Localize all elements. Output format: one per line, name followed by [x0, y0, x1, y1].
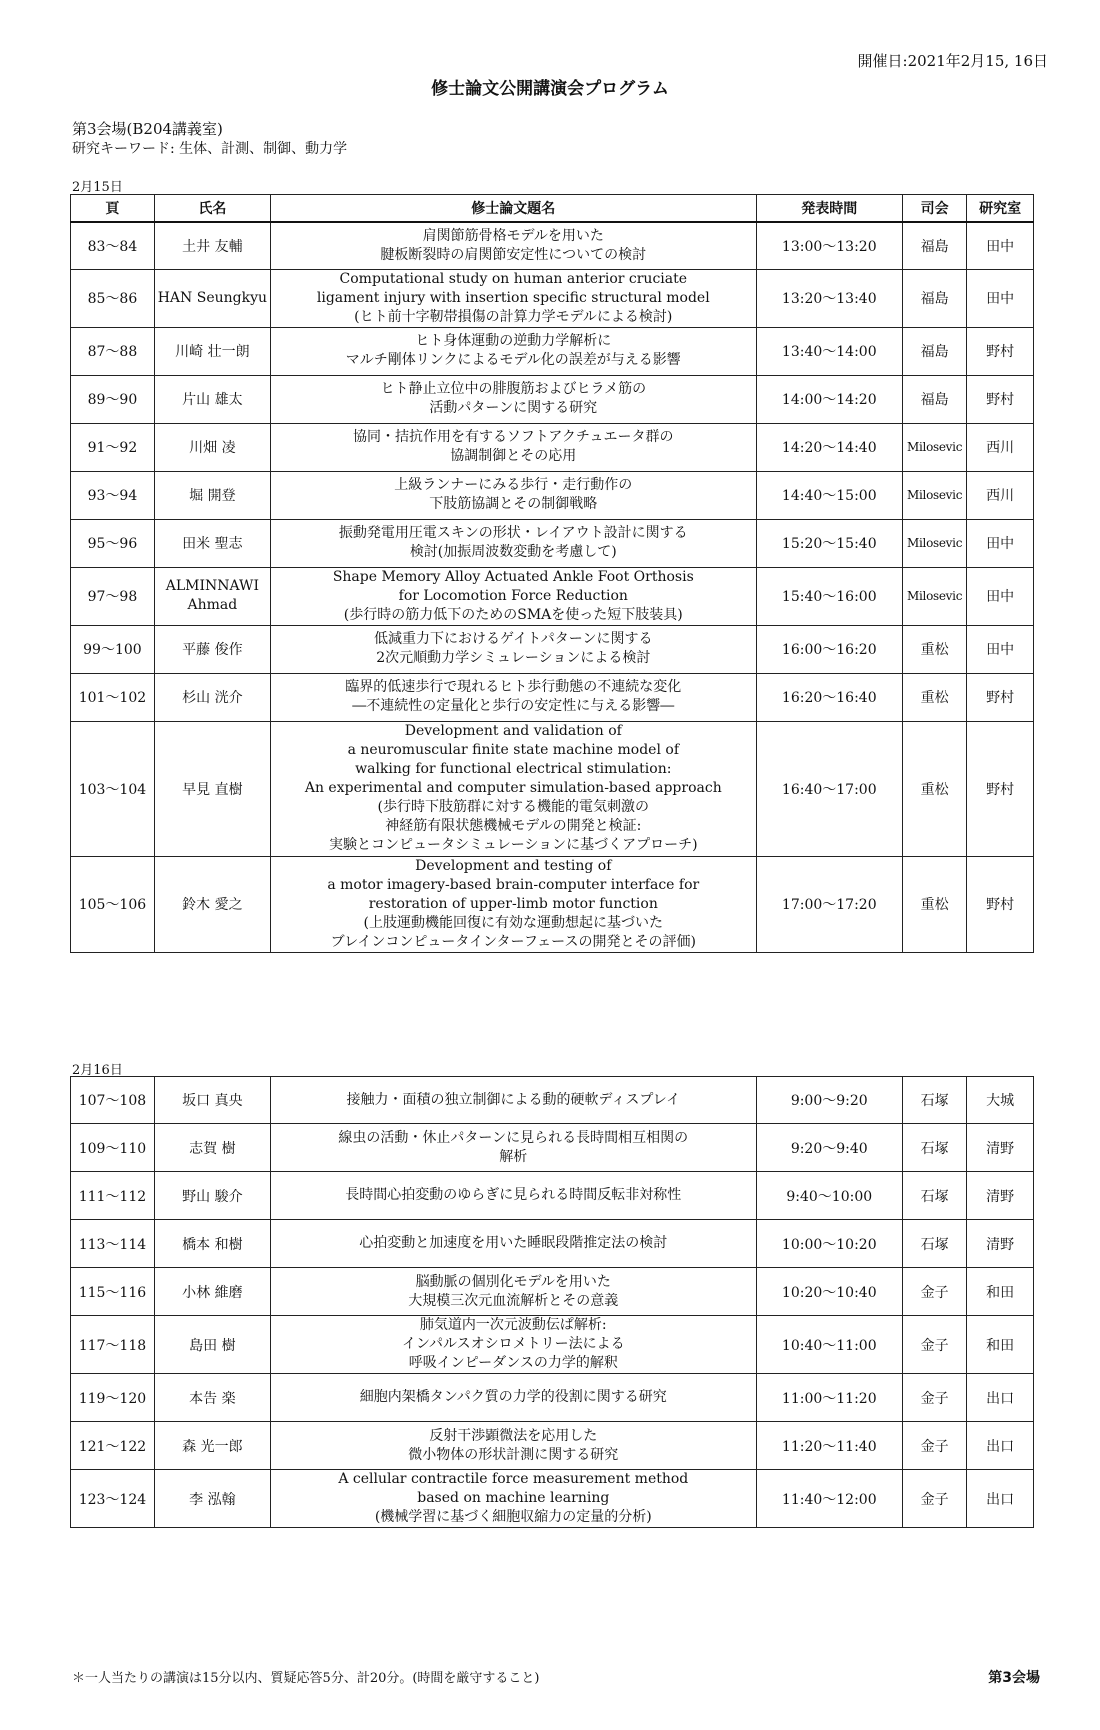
presentation-time: 9:40〜10:00	[756, 1172, 902, 1220]
laboratory: 田中	[967, 269, 1034, 327]
presenter-name: 坂口 真央	[154, 1077, 270, 1124]
presentation-time: 9:00〜9:20	[756, 1077, 902, 1124]
presenter-name: HAN Seungkyu	[154, 269, 270, 327]
thesis-title: Shape Memory Alloy Actuated Ankle Foot Orthosis for Locomotion Force Reduction (歩行時の筋力低下のためのSMAを使った短下肢装具)	[270, 567, 756, 625]
table-row	[71, 327, 1034, 375]
table-row	[71, 1422, 1034, 1470]
page-range: 105〜106	[71, 856, 155, 952]
thesis-title: 線虫の活動・休止パターンに見られる長時間相互相関の 解析	[270, 1124, 756, 1172]
page-range: 109〜110	[71, 1124, 155, 1172]
presentation-time: 16:40〜17:00	[756, 721, 902, 856]
page-range: 115〜116	[71, 1268, 155, 1316]
page-title: 修士論文公開講演会プログラム	[431, 79, 669, 99]
research-keywords: 研究キーワード: 生体、計測、制御、動力学	[72, 141, 348, 157]
page-range: 91〜92	[71, 423, 155, 471]
chairperson: 石塚	[902, 1172, 966, 1220]
presentation-time: 10:40〜11:00	[756, 1316, 902, 1374]
presentation-time: 11:40〜12:00	[756, 1470, 902, 1528]
venue-name: 第3会場(B204講義室)	[72, 120, 223, 138]
thesis-title: 接触力・面積の独立制御による動的硬軟ディスプレイ	[270, 1077, 756, 1124]
presenter-name: 鈴木 愛之	[154, 856, 270, 952]
laboratory: 清野	[967, 1220, 1034, 1268]
table-row	[71, 222, 1034, 269]
laboratory: 西川	[967, 471, 1034, 519]
presenter-name: 片山 雄太	[154, 375, 270, 423]
presenter-name: 島田 樹	[154, 1316, 270, 1374]
chairperson: Milosevic	[902, 519, 966, 567]
chairperson: 重松	[902, 856, 966, 952]
laboratory: 野村	[967, 327, 1034, 375]
thesis-title: 低減重力下におけるゲイトパターンに関する 2次元順動力学シミュレーションによる検討	[270, 625, 756, 673]
chairperson: 福島	[902, 327, 966, 375]
laboratory: 野村	[967, 721, 1034, 856]
chairperson: Milosevic	[902, 471, 966, 519]
laboratory: 和田	[967, 1316, 1034, 1374]
presentation-time: 13:40〜14:00	[756, 327, 902, 375]
presenter-name: 川畑 凌	[154, 423, 270, 471]
table-row	[71, 1470, 1034, 1528]
page-range: 87〜88	[71, 327, 155, 375]
page-range: 85〜86	[71, 269, 155, 327]
presentation-time: 11:20〜11:40	[756, 1422, 902, 1470]
presenter-name: 田米 聖志	[154, 519, 270, 567]
table-row	[71, 1220, 1034, 1268]
table-row	[71, 567, 1034, 625]
chairperson: 福島	[902, 375, 966, 423]
thesis-title: 細胞内架橋タンパク質の力学的役割に関する研究	[270, 1374, 756, 1422]
thesis-title: Development and testing of a motor imagery-based brain-computer interface for restoration of upper-limb motor function (上肢運動機能回復に有効な運動想起に基づいた ブレインコンピュータインターフェースの開発とその評価)	[270, 856, 756, 952]
page-range: 119〜120	[71, 1374, 155, 1422]
page-range: 99〜100	[71, 625, 155, 673]
col-header-page: 頁	[71, 195, 155, 223]
chairperson: 金子	[902, 1374, 966, 1422]
day2-rows	[71, 1077, 1034, 1528]
presenter-name: 李 泓翰	[154, 1470, 270, 1528]
thesis-title: 肺気道内一次元波動伝ぱ解析: インパルスオシロメトリー法による 呼吸インピーダンスの力学的解釈	[270, 1316, 756, 1374]
laboratory: 田中	[967, 625, 1034, 673]
table-row	[71, 673, 1034, 721]
day1-rows	[71, 222, 1034, 952]
page-range: 111〜112	[71, 1172, 155, 1220]
chairperson: 重松	[902, 625, 966, 673]
col-header-chair: 司会	[902, 195, 966, 223]
thesis-title: Computational study on human anterior cruciate ligament injury with insertion specific structural model (ヒト前十字靭帯損傷の計算力学モデルによる検討)	[270, 269, 756, 327]
table-row	[71, 1077, 1034, 1124]
presenter-name: 森 光一郎	[154, 1422, 270, 1470]
thesis-title: Development and validation of a neuromuscular finite state machine model of walking for functional electrical stimulation: An experimental and computer simulation-based approach (歩行時下肢筋群に対する機能的電気刺激の 神経筋有限状態機械モデルの開発と検証: 実験とコンピュータシミュレーションに基づくアプローチ)	[270, 721, 756, 856]
table-row	[71, 1316, 1034, 1374]
laboratory: 田中	[967, 567, 1034, 625]
table-row	[71, 1374, 1034, 1422]
laboratory: 大城	[967, 1077, 1034, 1124]
presentation-time: 14:20〜14:40	[756, 423, 902, 471]
presentation-time: 13:20〜13:40	[756, 269, 902, 327]
presenter-name: 野山 駿介	[154, 1172, 270, 1220]
thesis-title: 反射干渉顕微法を応用した 微小物体の形状計測に関する研究	[270, 1422, 756, 1470]
laboratory: 野村	[967, 375, 1034, 423]
page-range: 117〜118	[71, 1316, 155, 1374]
laboratory: 出口	[967, 1470, 1034, 1528]
chairperson: 石塚	[902, 1077, 966, 1124]
table-row	[71, 856, 1034, 952]
laboratory: 野村	[967, 673, 1034, 721]
chairperson: 金子	[902, 1316, 966, 1374]
presentation-time: 14:00〜14:20	[756, 375, 902, 423]
thesis-title: A cellular contractile force measurement method based on machine learning (機械学習に基づく細胞収縮力の定量的分析)	[270, 1470, 756, 1528]
presenter-name: 橋本 和樹	[154, 1220, 270, 1268]
page-range: 121〜122	[71, 1422, 155, 1470]
schedule-table-day2	[70, 1076, 1034, 1528]
thesis-title: 長時間心拍変動のゆらぎに見られる時間反転非対称性	[270, 1172, 756, 1220]
thesis-title: 心拍変動と加速度を用いた睡眠段階推定法の検討	[270, 1220, 756, 1268]
footnote: ＊一人当たりの講演は15分以内、質疑応答5分、計20分。(時間を厳守すること)	[72, 1671, 540, 1686]
venue-label: 第3会場	[988, 1670, 1040, 1686]
laboratory: 西川	[967, 423, 1034, 471]
presenter-name: 本告 楽	[154, 1374, 270, 1422]
page-range: 97〜98	[71, 567, 155, 625]
presentation-time: 14:40〜15:00	[756, 471, 902, 519]
presenter-name: 早見 直樹	[154, 721, 270, 856]
day2-label: 2月16日	[72, 1063, 123, 1078]
thesis-title: ヒト静止立位中の腓腹筋およびヒラメ筋の 活動パターンに関する研究	[270, 375, 756, 423]
presenter-name: 小林 維磨	[154, 1268, 270, 1316]
presentation-time: 16:20〜16:40	[756, 673, 902, 721]
presentation-time: 10:20〜10:40	[756, 1268, 902, 1316]
laboratory: 出口	[967, 1374, 1034, 1422]
laboratory: 田中	[967, 519, 1034, 567]
presentation-time: 11:00〜11:20	[756, 1374, 902, 1422]
thesis-title: 臨界的低速歩行で現れるヒト歩行動態の不連続な変化 ―不連続性の定量化と歩行の安定性に与える影響―	[270, 673, 756, 721]
laboratory: 田中	[967, 222, 1034, 269]
chairperson: 福島	[902, 269, 966, 327]
presenter-name: 平藤 俊作	[154, 625, 270, 673]
chairperson: 重松	[902, 673, 966, 721]
thesis-title: 振動発電用圧電スキンの形状・レイアウト設計に関する 検討(加振周波数変動を考慮して)	[270, 519, 756, 567]
page-range: 101〜102	[71, 673, 155, 721]
chairperson: Milosevic	[902, 567, 966, 625]
presenter-name: 川崎 壮一朗	[154, 327, 270, 375]
presentation-time: 13:00〜13:20	[756, 222, 902, 269]
event-date: 開催日:2021年2月15, 16日	[857, 52, 1048, 70]
presentation-time: 10:00〜10:20	[756, 1220, 902, 1268]
page-range: 93〜94	[71, 471, 155, 519]
laboratory: 清野	[967, 1124, 1034, 1172]
chairperson: 石塚	[902, 1124, 966, 1172]
table-row	[71, 1172, 1034, 1220]
laboratory: 出口	[967, 1422, 1034, 1470]
table-row	[71, 471, 1034, 519]
day1-label: 2月15日	[72, 180, 123, 195]
page-range: 95〜96	[71, 519, 155, 567]
chairperson: Milosevic	[902, 423, 966, 471]
chairperson: 金子	[902, 1422, 966, 1470]
table-row	[71, 625, 1034, 673]
chairperson: 金子	[902, 1470, 966, 1528]
page-range: 107〜108	[71, 1077, 155, 1124]
chairperson: 金子	[902, 1268, 966, 1316]
thesis-title: ヒト身体運動の逆動力学解析に マルチ剛体リンクによるモデル化の誤差が与える影響	[270, 327, 756, 375]
col-header-title: 修士論文題名	[270, 195, 756, 223]
presenter-name: 堀 開登	[154, 471, 270, 519]
presentation-time: 16:00〜16:20	[756, 625, 902, 673]
presenter-name: 土井 友輔	[154, 222, 270, 269]
thesis-title: 協同・拮抗作用を有するソフトアクチュエータ群の 協調制御とその応用	[270, 423, 756, 471]
table-row	[71, 721, 1034, 856]
page-range: 103〜104	[71, 721, 155, 856]
presentation-time: 15:40〜16:00	[756, 567, 902, 625]
table-row	[71, 519, 1034, 567]
col-header-lab: 研究室	[967, 195, 1034, 223]
laboratory: 清野	[967, 1172, 1034, 1220]
table-row	[71, 423, 1034, 471]
col-header-name: 氏名	[154, 195, 270, 223]
col-header-time: 発表時間	[756, 195, 902, 223]
chairperson: 重松	[902, 721, 966, 856]
presentation-time: 17:00〜17:20	[756, 856, 902, 952]
presentation-time: 9:20〜9:40	[756, 1124, 902, 1172]
presenter-name: 志賀 樹	[154, 1124, 270, 1172]
page-range: 83〜84	[71, 222, 155, 269]
laboratory: 和田	[967, 1268, 1034, 1316]
presentation-time: 15:20〜15:40	[756, 519, 902, 567]
thesis-title: 上級ランナーにみる歩行・走行動作の 下肢筋協調とその制御戦略	[270, 471, 756, 519]
laboratory: 野村	[967, 856, 1034, 952]
chairperson: 福島	[902, 222, 966, 269]
thesis-title: 脳動脈の個別化モデルを用いた 大規模三次元血流解析とその意義	[270, 1268, 756, 1316]
presenter-name: ALMINNAWI Ahmad	[154, 567, 270, 625]
table-row	[71, 269, 1034, 327]
table-row	[71, 1268, 1034, 1316]
chairperson: 石塚	[902, 1220, 966, 1268]
presenter-name: 杉山 洸介	[154, 673, 270, 721]
page-range: 89〜90	[71, 375, 155, 423]
table-row	[71, 1124, 1034, 1172]
table-header-row	[71, 195, 1034, 223]
page-range: 123〜124	[71, 1470, 155, 1528]
table-row	[71, 375, 1034, 423]
page-range: 113〜114	[71, 1220, 155, 1268]
schedule-table-day1	[70, 194, 1034, 953]
thesis-title: 肩関節筋骨格モデルを用いた 腱板断裂時の肩関節安定性についての検討	[270, 222, 756, 269]
